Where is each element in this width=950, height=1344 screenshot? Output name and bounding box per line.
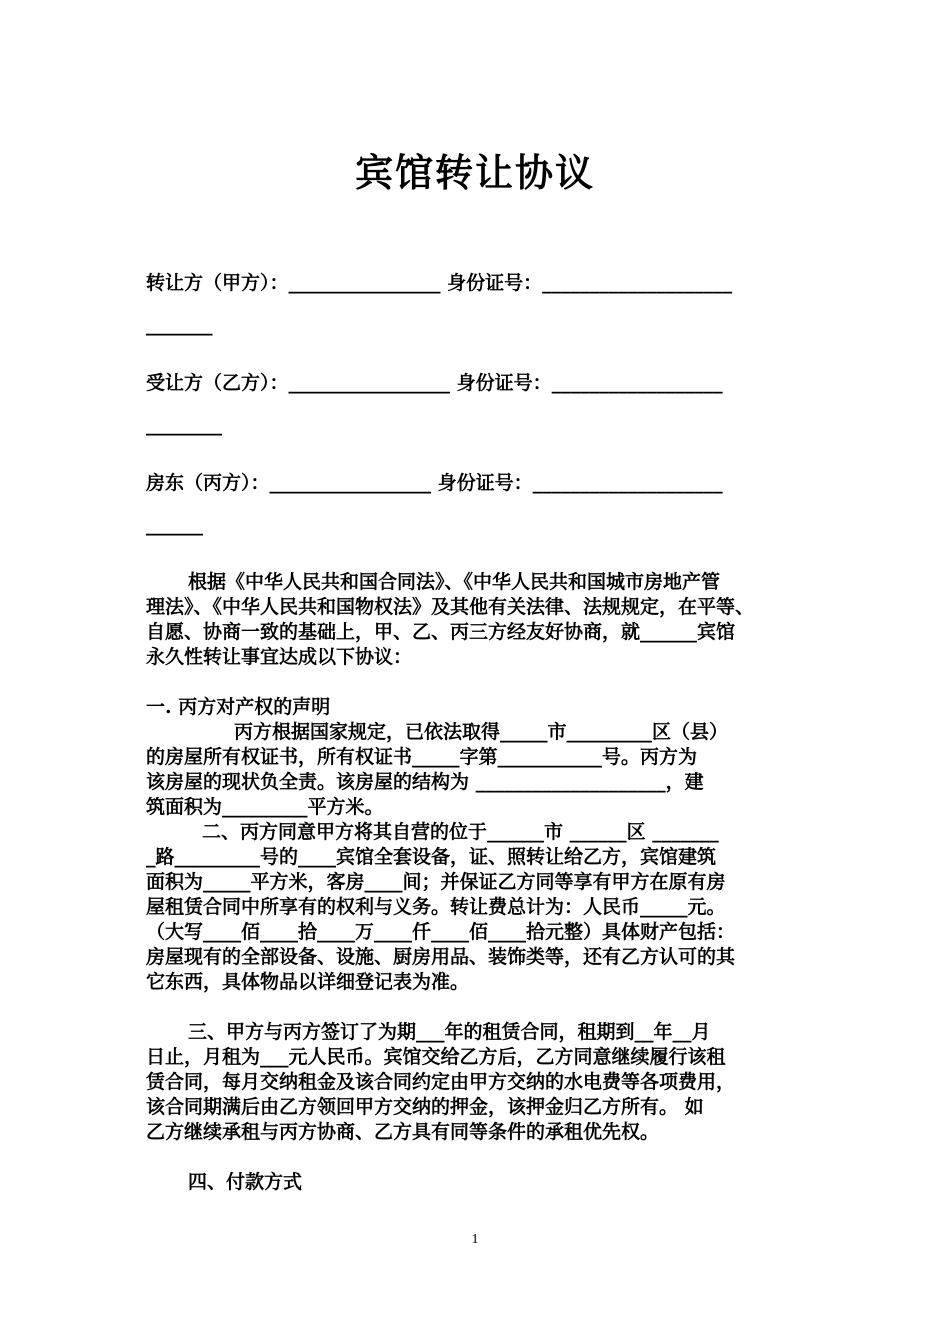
section-2-line: _路_________号的____宾馆全套设备，证、照转让给乙方，宾馆建筑: [146, 846, 717, 868]
party-a-line-cont: _______: [146, 314, 213, 336]
section-2-line: 它东西，具体物品以详细登记表为准。: [146, 971, 470, 993]
section-2-line: （大写____佰____拾____万____仟____佰____拾元整）具体财产包括：: [146, 921, 736, 943]
section-3-line: 该合同期满后由乙方领回甲方交纳的押金，该押金归乙方所有。 如: [146, 1096, 704, 1118]
party-c-block: [146, 462, 816, 546]
section-2-line: 屋租赁合同中所享有的权利与义务。转让费总计为：人民币_____元。: [146, 896, 726, 918]
party-b-line: 受让方（乙方）：_________________ 身份证号：__________________: [146, 372, 723, 394]
section-2-line: 房屋现有的全部设备、设施、厨房用品、装饰类等，还有乙方认可的其: [146, 946, 736, 968]
section-3-line: 乙方继续承租与丙方协商、乙方具有同等条件的承租优先权。: [146, 1121, 660, 1143]
section-4-heading: 四、付款方式: [188, 1171, 303, 1193]
section-1-line: 丙方根据国家规定，已依法取得_____市_________区（县）: [234, 721, 729, 743]
party-b-block: [146, 362, 816, 446]
page-number: 1: [471, 1232, 479, 1247]
section-3-line: 赁合同，每月交纳租金及该合同约定由甲方交纳的水电费等各项费用，: [146, 1071, 736, 1093]
party-c-line-cont: ______: [146, 514, 203, 536]
section-3-line: 三、甲方与丙方签订了为期___年的租赁合同，租期到__年__月: [188, 1021, 711, 1043]
section-2-line: 二、丙方同意甲方将其自营的位于______市 ______区 _______: [202, 821, 719, 843]
party-b-line-cont: ________: [146, 414, 222, 436]
party-c-line: 房东（丙方）：_________________ 身份证号：____________________: [146, 472, 723, 494]
preamble-line: 自愿、协商一致的基础上，甲、乙、丙三方经友好协商，就______宾馆: [146, 621, 736, 643]
section-1-line: 筑面积为_________平方米。: [146, 796, 384, 818]
preamble-line: 永久性转让事宜达成以下协议：: [146, 646, 413, 668]
document-body: [146, 570, 812, 1195]
party-a-block: [146, 262, 816, 346]
preamble-line: 理法》、《中华人民共和国物权法》及其他有关法律、法规规定，在平等、: [146, 596, 755, 618]
section-3-line: 日止，月租为___元人民币。宾馆交给乙方后，乙方同意继续履行该租: [146, 1046, 726, 1068]
section-1-line: 该房屋的现状负全责。该房屋的结构为 ____________________，建: [146, 771, 704, 793]
section-1-heading: 一. 丙方对产权的声明: [146, 696, 331, 718]
preamble-line: 根据《中华人民共和国合同法》、《中华人民共和国城市房地产管: [188, 571, 721, 593]
document-title: 宾馆转让协议: [354, 150, 595, 195]
party-a-line: 转让方（甲方）：________________ 身份证号：____________________: [146, 272, 733, 294]
section-1-line: 的房屋所有权证书，所有权证书_____字第___________号。丙方为: [146, 746, 698, 768]
section-2-line: 面积为_____平方米，客房____间；并保证乙方同等享有甲方在原有房: [146, 871, 726, 893]
